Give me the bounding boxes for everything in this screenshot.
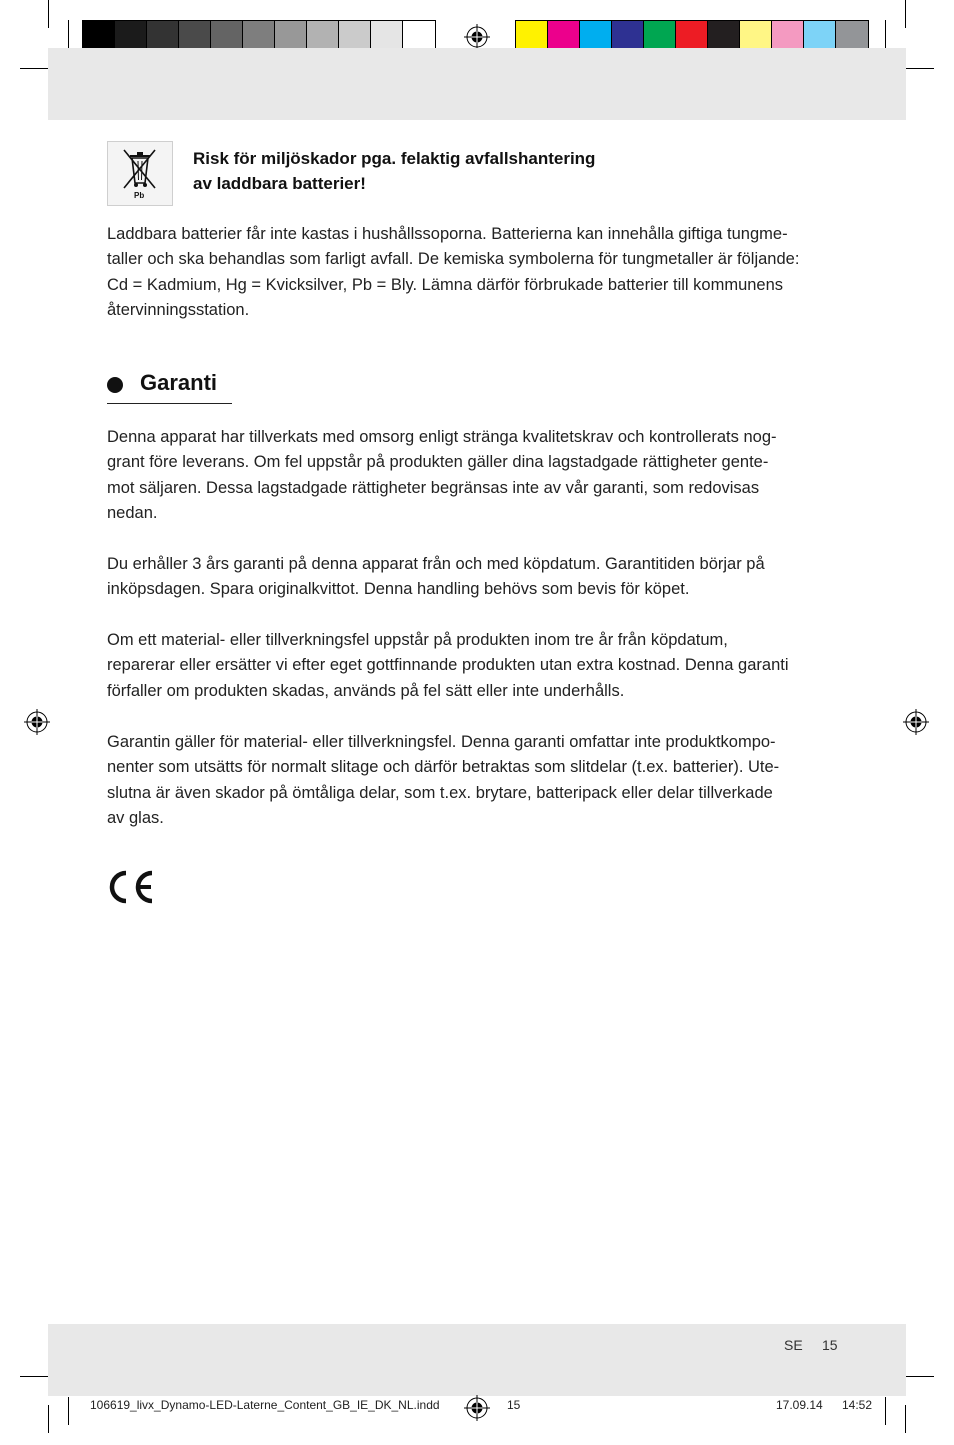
crop-mark — [68, 20, 69, 48]
crop-mark — [905, 1405, 906, 1433]
slug-page: 15 — [507, 1398, 521, 1412]
registration-mark-icon — [903, 709, 929, 735]
crop-mark — [885, 1397, 886, 1425]
slug-date: 17.09.14 — [776, 1398, 823, 1412]
slug-filename: 106619_livx_Dynamo-LED-Laterne_Content_GB_IE_DK_NL.indd — [90, 1398, 440, 1412]
garanti-paragraph-1 — [107, 425, 849, 527]
text-line: nenter som utsätts för normalt slitage och därför betraktas som slitdelar (t.ex. batterier). Ute- — [107, 758, 780, 777]
text-line: slutna är även skador på ömtåliga delar, som t.ex. brytare, batteripack eller delar tillverkade — [107, 783, 773, 802]
text-line: återvinningsstation. — [107, 301, 250, 320]
crop-mark — [20, 1376, 48, 1377]
text-line: nedan. — [107, 504, 158, 523]
crop-mark — [68, 1397, 69, 1425]
text-line: reparerar eller ersätter vi efter eget gottfinnande produkten utan extra kostnad. Denna garanti — [107, 656, 789, 675]
footer-band — [48, 1324, 906, 1396]
footer-page-number: 15 — [822, 1337, 838, 1353]
slug-time: 14:52 — [842, 1398, 873, 1412]
warning-title — [193, 146, 753, 196]
registration-mark-icon — [464, 24, 490, 50]
text-line: Garantin gäller för material- eller tillverkningsfel. Denna garanti omfattar inte produktkompo- — [107, 733, 776, 751]
crop-mark — [906, 1376, 934, 1377]
crossed-out-bin-icon — [107, 141, 173, 206]
registration-mark-icon — [464, 1395, 490, 1421]
garanti-paragraph-3 — [107, 628, 849, 704]
footer-language: SE — [784, 1337, 803, 1353]
text-line: Denna apparat har tillverkats med omsorg enligt stränga kvalitetskrav och kontrollerats nog- — [107, 428, 777, 446]
crop-mark — [885, 20, 886, 48]
text-line: grant före leverans. Om fel uppstår på produkten gäller dina lagstadgade rättigheter gente- — [107, 453, 769, 472]
warning-title-line: Risk för miljöskador pga. felaktig avfallshantering — [193, 149, 596, 168]
text-line: taller och ska behandlas som farligt avfall. De kemiska symbolerna för tungmetaller är följande: — [107, 250, 800, 269]
section-heading — [107, 368, 232, 404]
header-band — [48, 48, 906, 120]
bullet-icon — [107, 377, 123, 393]
garanti-paragraph-2 — [107, 552, 849, 603]
text-line: inköpsdagen. Spara originalkvittot. Denna handling behövs som bevis för köpet. — [107, 580, 690, 599]
text-line: Om ett material- eller tillverkningsfel uppstår på produkten inom tre år från köpdatum, — [107, 631, 728, 649]
crop-mark — [20, 68, 48, 69]
pb-label: Pb — [134, 191, 145, 200]
ce-mark-icon — [107, 870, 155, 904]
crop-mark — [905, 0, 906, 28]
text-line: Du erhåller 3 års garanti på denna apparat från och med köpdatum. Garantitiden börjar på — [107, 555, 765, 573]
battery-disposal-paragraph — [107, 222, 849, 324]
text-line: mot säljaren. Dessa lagstadgade rättigheter begränsas inte av vår garanti, som redovisas — [107, 478, 760, 497]
garanti-paragraph-4 — [107, 730, 849, 832]
section-title: Garanti — [140, 370, 218, 395]
crop-mark — [906, 68, 934, 69]
text-line: förfaller om produkten skadas, används på fel sätt eller inte underhålls. — [107, 681, 625, 700]
text-line: Laddbara batterier får inte kastas i hushållssoporna. Batterierna kan innehålla giftiga tungme- — [107, 225, 788, 243]
warning-title-line: av laddbara batterier! — [193, 174, 366, 193]
text-line: Cd = Kadmium, Hg = Kvicksilver, Pb = Bly. Lämna därför förbrukade batterier till kommunens — [107, 275, 784, 294]
crop-mark — [48, 1405, 49, 1433]
registration-mark-icon — [24, 709, 50, 735]
text-line: av glas. — [107, 809, 164, 828]
crop-mark — [48, 0, 49, 28]
